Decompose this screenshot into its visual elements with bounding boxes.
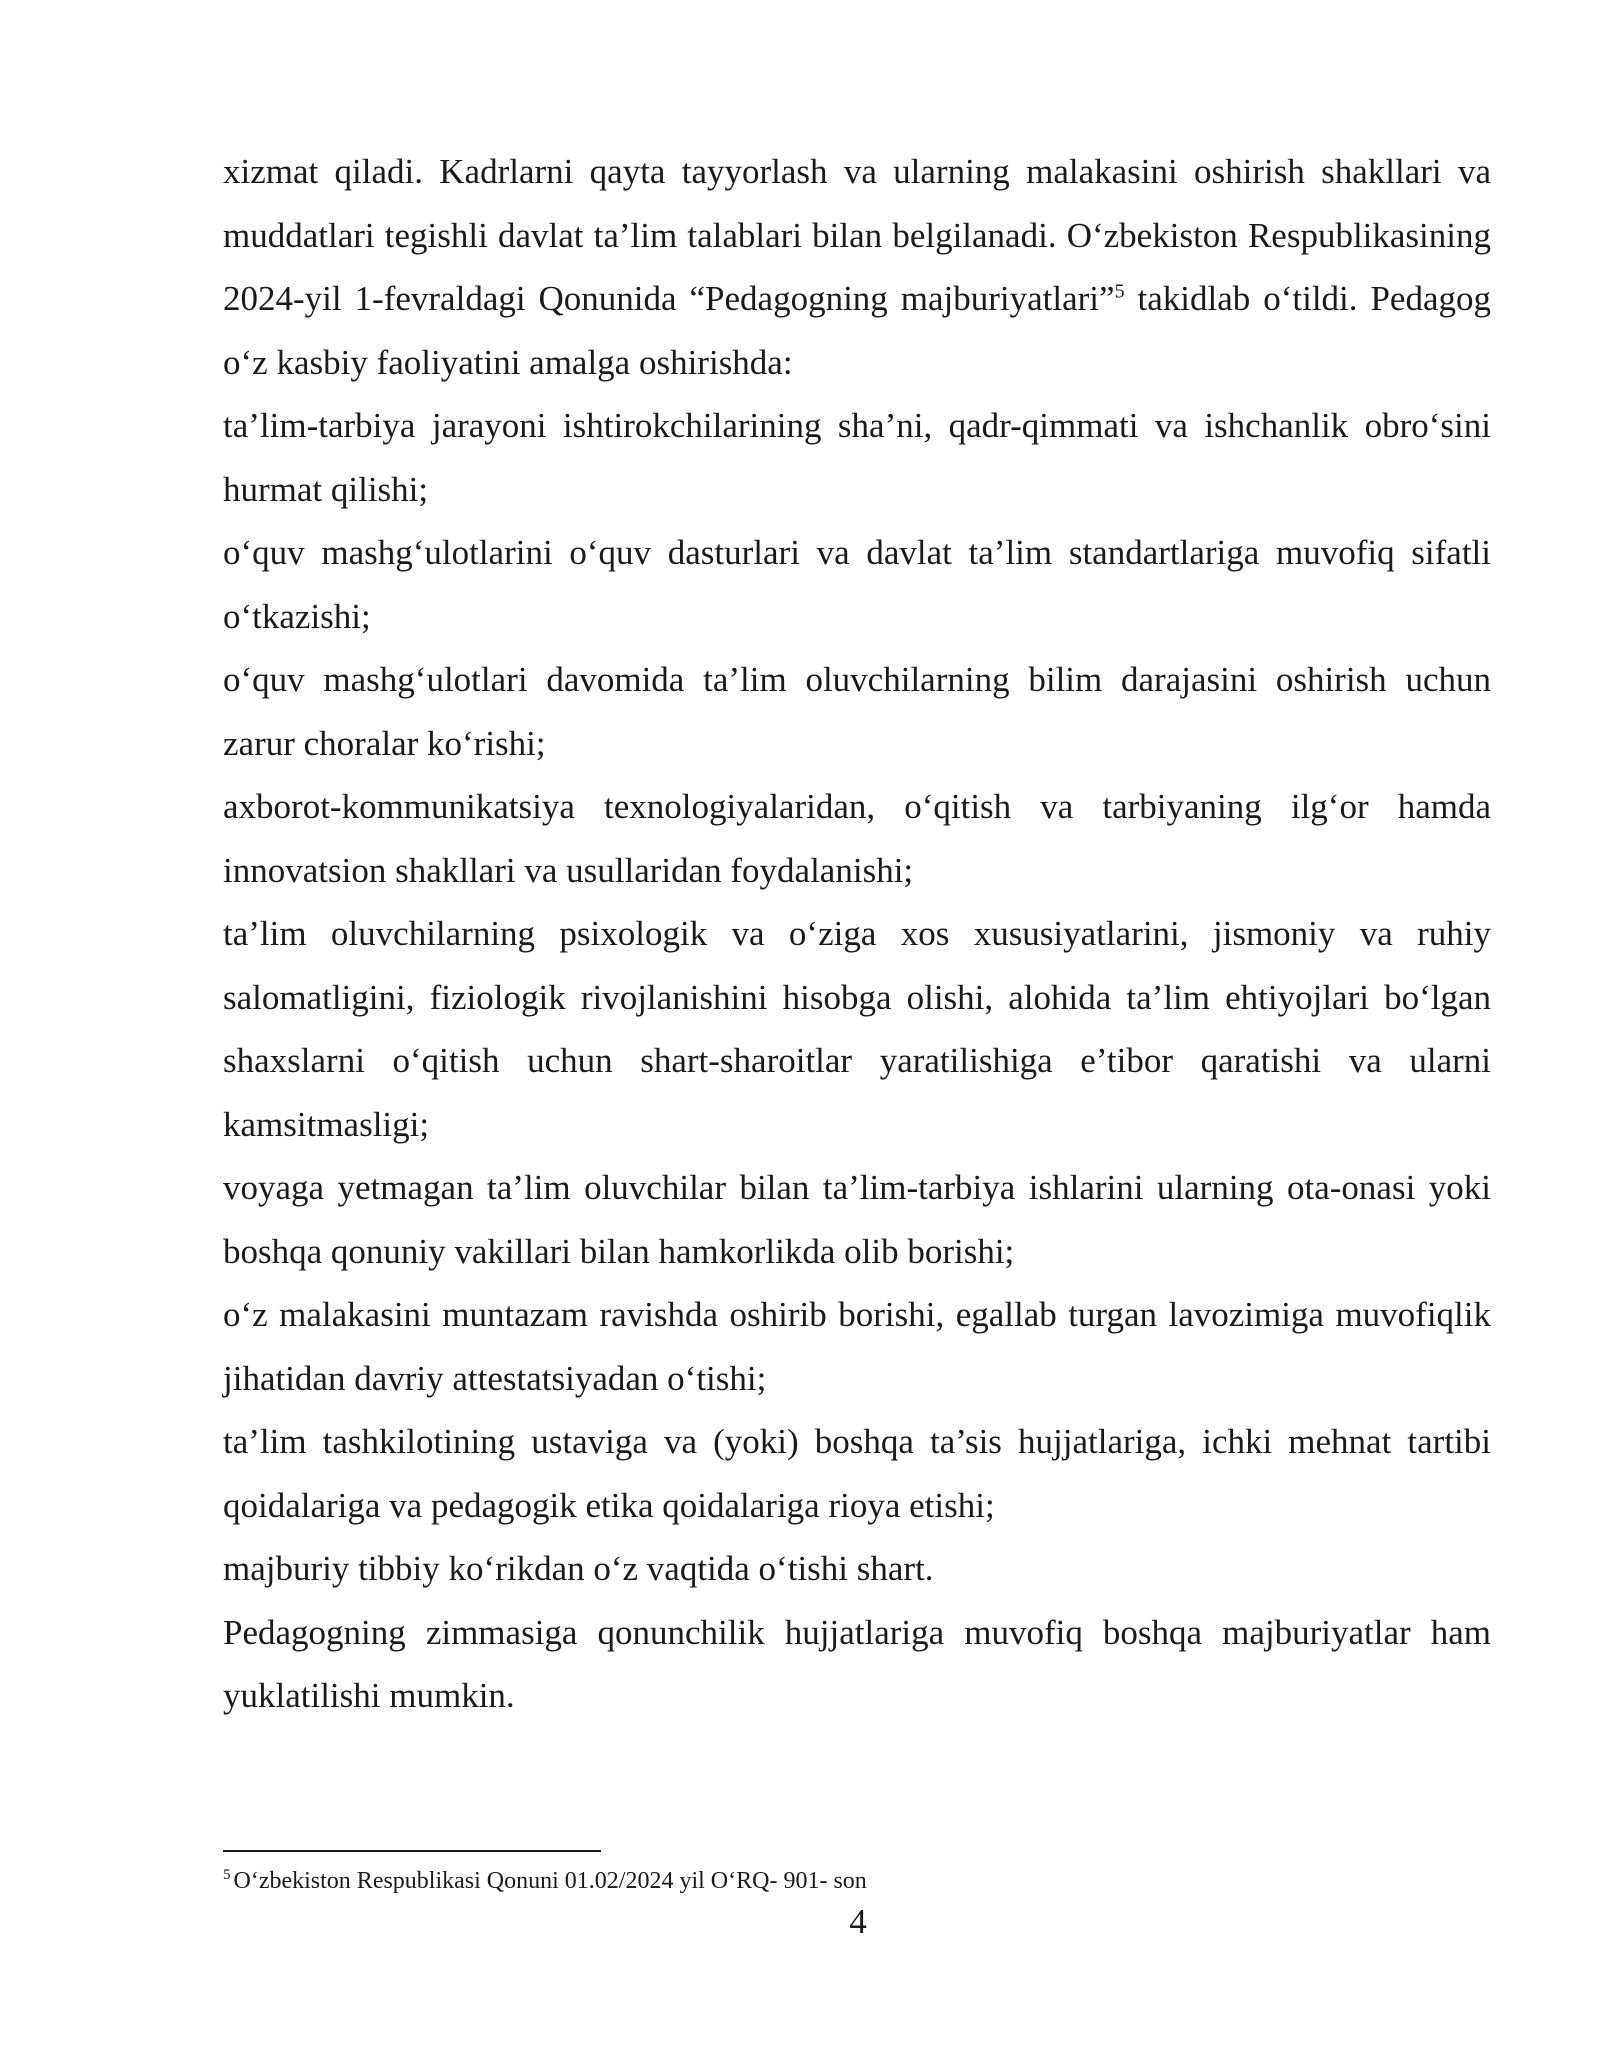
duty-item: voyaga yetmagan ta’lim oluvchilar bilan ta’lim-tarbiya ishlarini ularning ota-onasi yoki boshqa qonuniy vakillari bilan hamkorlikda olib borishi;: [223, 1168, 1491, 1271]
paragraph-intro-continuation: takidlab o‘tildi. Pedagog o‘z kasbiy faoliyatini amalga oshirishda:: [223, 279, 1491, 382]
duty-item: majburiy tibbiy ko‘rikdan o‘z vaqtida o‘tishi shart.: [223, 1549, 934, 1588]
paragraph-intro: [223, 140, 1491, 394]
duty-item: axborot-kommunikatsiya texnologiyalaridan, o‘qitish va tarbiyaning ilg‘or hamda innovatsion shakllari va usullaridan foydalanishi;: [223, 787, 1491, 890]
footnote-reference: 5: [1114, 280, 1125, 303]
duty-item: o‘z malakasini muntazam ravishda oshirib borishi, egallab turgan lavozimiga muvofiqlik jihatidan davriy attestatsiyadan o‘tishi;: [223, 1295, 1491, 1398]
duty-item: ta’lim tashkilotining ustaviga va (yoki) boshqa ta’sis hujjatlariga, ichki mehnat tartibi qoidalariga va pedagogik etika qoidalariga rioya etishi;: [223, 1422, 1491, 1525]
page-number: 4: [849, 1902, 867, 1941]
footnote: [223, 1866, 1491, 1896]
duty-item: o‘quv mashg‘ulotlarini o‘quv dasturlari va davlat ta’lim standartlariga muvofiq sifatli o‘tkazishi;: [223, 533, 1491, 636]
duty-item: o‘quv mashg‘ulotlari davomida ta’lim oluvchilarning bilim darajasini oshirish uchun zarur choralar ko‘rishi;: [223, 660, 1491, 763]
paragraph-intro-text: xizmat qiladi. Kadrlarni qayta tayyorlash va ularning malakasini oshirish shakllari va muddatlari tegishli davlat ta’lim talablari bilan belgilanadi. O‘zbekiston Respublikasining 2024-yil 1-fevraldagi Qonunida “Pedagogning majburiyatlari”: [223, 152, 1491, 318]
duty-item: ta’lim-tarbiya jarayoni ishtirokchilarining sha’ni, qadr-qimmati va ishchanlik obro‘sini hurmat qilishi;: [223, 406, 1491, 509]
closing-paragraph: Pedagogning zimmasiga qonunchilik hujjatlariga muvofiq boshqa majburiyatlar ham yuklatilishi mumkin.: [223, 1612, 1491, 1715]
footnote-text: O‘zbekiston Respublikasi Qonuni 01.02/2024 yil O‘RQ- 901- son: [233, 1868, 867, 1894]
footnote-separator: [223, 1850, 601, 1852]
duty-item: ta’lim oluvchilarning psixologik va o‘ziga xos xususiyatlarini, jismoniy va ruhiy salomatligini, fiziologik rivojlanishini hisobga olishi, alohida ta’lim ehtiyojlari bo‘lgan shaxslarni o‘qitish uchun shart-sharoitlar yaratilishiga e’tibor qaratishi va ularni kamsitmasligi;: [223, 914, 1491, 1144]
footnote-mark: 5: [223, 1867, 231, 1883]
body-text: [223, 140, 1491, 1728]
